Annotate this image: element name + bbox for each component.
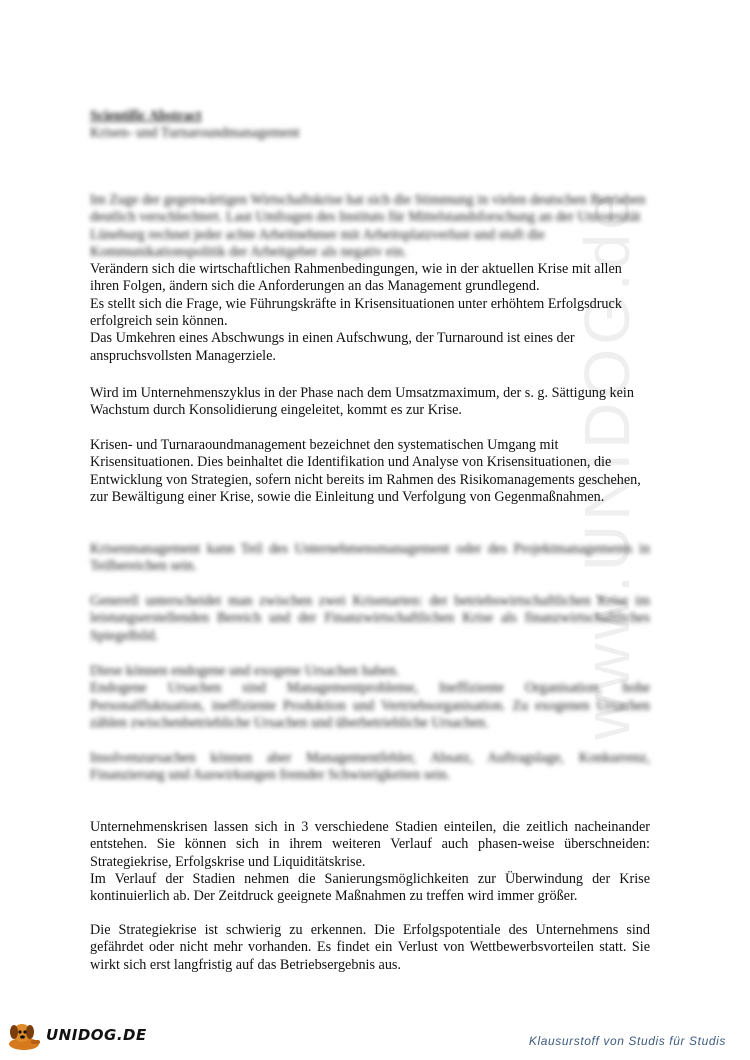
- paragraph-blurred-3a-text: Diese können endogene und exogene Ursachen haben.: [90, 663, 400, 679]
- paragraph-intro: [90, 192, 650, 365]
- paragraph-blurred-1: [90, 541, 650, 576]
- paragraph-blurred-4: [90, 750, 650, 785]
- dog-icon: [4, 1018, 44, 1052]
- paragraph-definition-text: Krisen- und Turnaraoundmanagement bezeichnet den systematischen Umgang mit Krisensituationen. Dies beinhaltet die Identifikation und Analyse von Krisensituationen, die Entwicklung von Strategien, sofern nicht bereits im Rahmen des Risikomanagements geschehen, zur Bewältigung einer Krise, sowie die Einleitung und Verfolgung von Gegenmaßnahmen.: [90, 437, 641, 505]
- document-title: Scientific Abstract: [90, 108, 202, 124]
- paragraph-stages: [90, 819, 650, 905]
- paragraph-stages-b: Im Verlauf der Stadien nehmen die Sanierungsmöglichkeiten zur Überwindung der Krise kontinuierlich ab. Der Zeitdruck geeignete Maßnahmen zu treffen wird immer größer.: [90, 870, 650, 905]
- paragraph-intro-b: Es stellt sich die Frage, wie Führungskräfte in Krisensituationen unter erhöhtem Erfolgsdruck erfolgreich sein können.: [90, 295, 622, 330]
- paragraph-definition: [90, 437, 650, 506]
- paragraph-blurred-4-text: Insolvenzursachen können aber Managementfehler, Absatz, Auftragslage, Konkurrenz, Finanzierung und Auswirkungen fremder Schwierigkeiten sein.: [90, 750, 650, 784]
- document-subtitle: Krisen- und Turnaroundmanagement: [90, 125, 300, 142]
- paragraph-strategy-crisis-text: Die Strategiekrise ist schwierig zu erkennen. Die Erfolgspotentiale des Unternehmens sind gefährdet oder nicht mehr vorhanden. Es findet ein Verlust von Wettbewerbsvorteilen statt. Sie wirkt sich erst langfristig auf das Betriebsergebnis aus.: [90, 922, 650, 973]
- paragraph-stages-a: Unternehmenskrisen lassen sich in 3 verschiedene Stadien einteilen, die zeitlich nacheinander entstehen. Sie können sich in ihrem weiteren Verlauf auch phasen-weise überschneiden: Strategiekrise, Erfolgskrise und Liquiditätskrise.: [90, 819, 650, 870]
- paragraph-intro-c: Das Umkehren eines Abschwungs in einen Aufschwung, der Turnaround ist eines der anspruchsvollsten Managerziele.: [90, 330, 575, 364]
- paragraph-blurred-3: [90, 663, 650, 732]
- watermark: www.UNIDOG.de: [571, 190, 643, 740]
- paragraph-blurred-2: [90, 593, 650, 645]
- paragraph-blurred-3b-text: Endogene Ursachen sind Managementprobleme, Ineffiziente Organisation, hohe Personalfluktuation, ineffiziente Produktion und Vertriebsorganisation. Zu exogenen Ursachen zählen zwischenbetriebliche Ursachen und überbetriebliche Ursachen.: [90, 680, 650, 731]
- document-header: [90, 108, 650, 143]
- paragraph-intro-a: Verändern sich die wirtschaftlichen Rahmenbedingungen, wie in der aktuellen Krise mit allen ihren Folgen, ändern sich die Anforderungen an das Management grundlegend.: [90, 261, 622, 295]
- footer-logo[interactable]: [4, 1018, 164, 1052]
- logo-text: UNIDOG.DE: [46, 1026, 147, 1044]
- paragraph-cycle: [90, 385, 650, 420]
- paragraph-blurred-2-text: Generell unterscheidet man zwischen zwei Krisenarten: der betriebswirtschaftlichen Krise im leistungserstellenden Bereich und der Finanzwirtschaftlichen Krise als finanzwirtschaftliches Spiegelbild.: [90, 593, 650, 644]
- paragraph-intro-blurred: Im Zuge der gegenwärtigen Wirtschaftskrise hat sich die Stimmung in vielen deutschen Betrieben deutlich verschlechtert. Laut Umfragen des Instituts für Mittelstandsforschung an der Universität Lüneburg rechnet jeder achte Arbeitnehmer mit Arbeitsplatzverlust und stuft die Kommunikationspolitik der Arbeitgeber als negativ ein.: [90, 192, 646, 260]
- footer-tagline: Klausurstoff von Studis für Studis: [528, 1034, 726, 1048]
- paragraph-strategy-crisis: [90, 922, 650, 974]
- paragraph-blurred-1-text: Krisenmanagement kann Teil des Unternehmensmanagement oder des Projektmanagements in Teilbereichen sein.: [90, 541, 650, 575]
- paragraph-cycle-text: Wird im Unternehmenszyklus in der Phase nach dem Umsatzmaximum, der s. g. Sättigung kein Wachstum durch Konsolidierung eingeleitet, kommt es zur Krise.: [90, 385, 634, 419]
